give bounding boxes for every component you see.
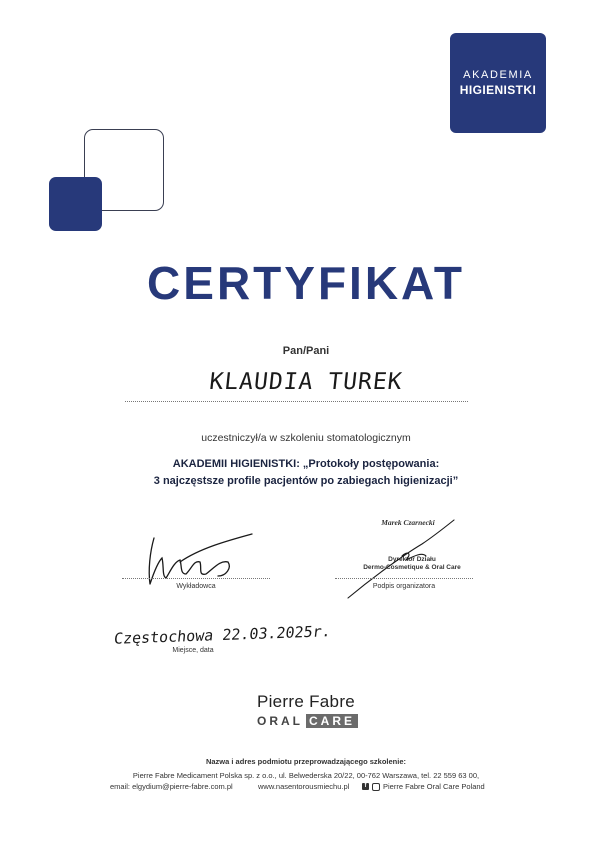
place-date-label: Miejsce, data <box>172 647 214 654</box>
lecturer-dotted-line <box>122 578 270 579</box>
brand-oral: ORAL <box>256 714 303 728</box>
organizer-dotted-line <box>335 578 473 579</box>
participation-text: uczestniczył/a w szkoleniu stomatologicznym <box>201 432 411 444</box>
organizer-stamp-line2: Dermo-Cosmetique & Oral Care <box>363 564 461 571</box>
name-dotted-line <box>125 401 468 402</box>
logo-line1: AKADEMIA <box>463 69 533 81</box>
facebook-icon: f <box>362 783 369 790</box>
akademia-higienistki-logo <box>450 33 546 133</box>
organizer-stamp-line1: Dyrektor Działu <box>388 556 436 563</box>
decorative-filled-square <box>49 177 102 231</box>
course-title-line1: AKADEMII HIGIENISTKI: „Protokoły postępowania: <box>172 458 440 470</box>
pierre-fabre-oral-care-logo <box>226 692 386 730</box>
participant-name: KLAUDIA TUREK <box>208 369 404 395</box>
footer-heading: Nazwa i adres podmiotu przeprowadzającego szkolenie: <box>205 757 407 766</box>
logo-line2: HIGIENISTKI <box>459 83 537 97</box>
lecturer-label: Wykładowca <box>176 583 216 590</box>
course-title-line2: 3 najczęstsze profile pacjentów po zabiegach higienizacji” <box>153 475 459 487</box>
footer-email: email: elgydium@pierre-fabre.com.pl <box>110 782 233 791</box>
salutation: Pan/Pani <box>282 345 330 357</box>
brand-name: Pierre Fabre <box>256 692 356 711</box>
footer-social-text: Pierre Fabre Oral Care Poland <box>383 782 485 791</box>
footer-website: www.nasentorousmiechu.pl <box>258 782 350 791</box>
organizer-label: Podpis organizatora <box>372 583 436 590</box>
certificate-title: CERTYFIKAT <box>147 257 465 309</box>
footer-social <box>362 782 485 791</box>
place-date-handwritten: Częstochowa 22.03.2025r. <box>113 622 332 648</box>
brand-care: CARE <box>306 714 358 728</box>
organizer-stamp-name: Marek Czarnecki <box>381 518 435 527</box>
footer-address: Pierre Fabre Medicament Polska sp. z o.o., ul. Belwederska 20/22, 00-762 Warszawa, tel. 22 559 63 00, <box>132 771 480 780</box>
instagram-icon <box>372 783 380 791</box>
